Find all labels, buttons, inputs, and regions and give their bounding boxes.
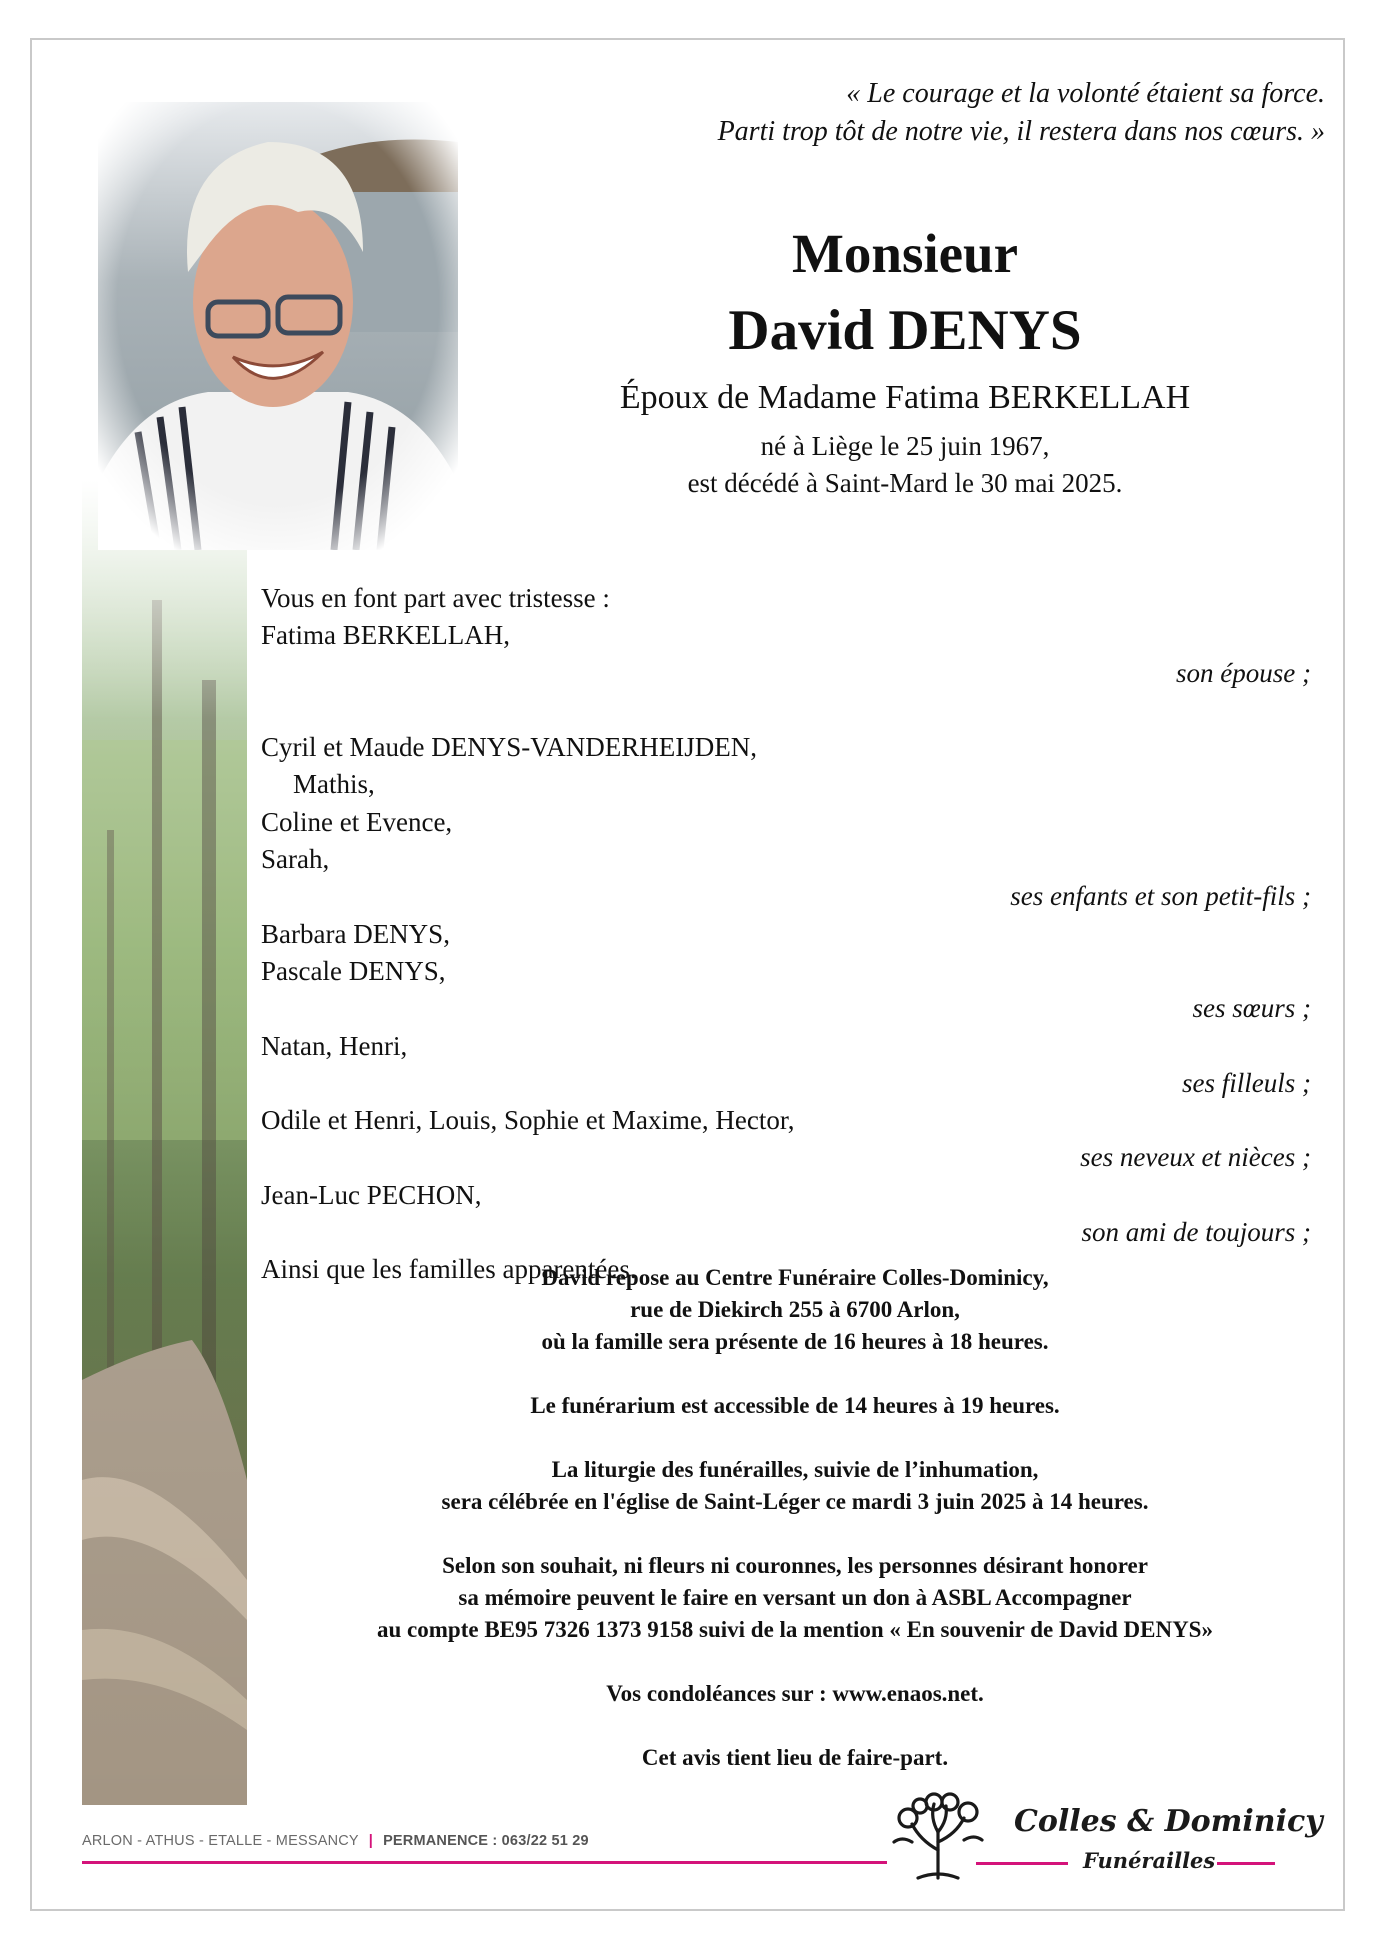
brand-subtitle: Funérailles: [1083, 1848, 1216, 1873]
tree-logo-icon: [890, 1790, 986, 1880]
rest-line-3: où la famille sera présente de 16 heures à 18 heures.: [541, 1329, 1049, 1354]
family-closing: Ainsi que les familles apparentées.: [261, 1254, 637, 1285]
family-nephews: Odile et Henri, Louis, Sophie et Maxime, Hector,: [261, 1105, 795, 1136]
deceased-name: David DENYS: [728, 299, 1082, 362]
family-friend: Jean-Luc PECHON,: [261, 1179, 482, 1210]
brand-divider-left: [976, 1862, 1068, 1865]
liturgy-block: [250, 1454, 1340, 1518]
footer-permanence: PERMANENCE : 063/22 51 29: [383, 1833, 589, 1849]
notice-line: Cet avis tient lieu de faire-part.: [641, 1745, 949, 1770]
family-grandchild: Mathis,: [293, 769, 375, 800]
spouse-line: Époux de Madame Fatima BERKELLAH: [619, 379, 1191, 416]
relation-sisters: ses sœurs ;: [1192, 993, 1311, 1024]
liturgy-line-2: sera célébrée en l'église de Saint-Léger ce mardi 3 juin 2025 à 14 heures.: [441, 1489, 1149, 1514]
family-child-3: Sarah,: [261, 844, 330, 875]
quote-line-2: Parti trop tôt de notre vie, il restera dans nos cœurs. »: [717, 116, 1325, 147]
relation-children: ses enfants et son petit-fils ;: [1010, 881, 1311, 912]
family-list: [261, 580, 1311, 1289]
wish-block: [250, 1550, 1340, 1646]
wish-line-1: Selon son souhait, ni fleurs ni couronnes, les personnes désirant honorer: [442, 1553, 1148, 1578]
wish-line-2: sa mémoire peuvent le faire en versant un don à ASBL Accompagner: [458, 1585, 1132, 1610]
relation-godchildren: ses filleuls ;: [1182, 1067, 1311, 1098]
family-godchildren: Natan, Henri,: [261, 1030, 408, 1061]
condolences-line: Vos condoléances sur : www.enaos.net.: [606, 1681, 984, 1706]
spacer: [261, 692, 1311, 729]
wish-line-3: au compte BE95 7326 1373 9158 suivi de la mention « En souvenir de David DENYS»: [377, 1617, 1213, 1642]
access-line: Le funérarium est accessible de 14 heures à 19 heures.: [530, 1393, 1060, 1418]
relation-friend: son ami de toujours ;: [1081, 1217, 1311, 1248]
family-child-2: Coline et Evence,: [261, 806, 453, 837]
brand-name: Colles & Dominicy: [1014, 1804, 1323, 1839]
liturgy-line-1: La liturgie des funérailles, suivie de l’inhumation,: [551, 1457, 1039, 1482]
footer-separator: |: [368, 1833, 374, 1849]
footer-divider: [82, 1861, 887, 1864]
relation-wife: son épouse ;: [1176, 657, 1311, 688]
epigraph-quote: [718, 75, 1325, 151]
forest-path-image: [82, 480, 247, 1805]
relation-nephews: ses neveux et nièces ;: [1080, 1142, 1311, 1173]
notice-block: [250, 1742, 1340, 1774]
rest-block: [250, 1262, 1340, 1358]
birth-line: né à Liège le 25 juin 1967,: [760, 431, 1050, 461]
footer-locations: ARLON - ATHUS - ETALLE - MESSANCY: [82, 1833, 359, 1849]
family-wife: Fatima BERKELLAH,: [261, 620, 510, 651]
family-child-1: Cyril et Maude DENYS-VANDERHEIJDEN,: [261, 732, 757, 763]
brand-logo: [890, 1790, 1323, 1890]
portrait-photo: [98, 102, 458, 550]
honorific: Monsieur: [791, 223, 1019, 284]
brand-divider-right: [1217, 1862, 1275, 1865]
quote-line-1: « Le courage et la volonté étaient sa force.: [846, 78, 1325, 109]
family-sister-2: Pascale DENYS,: [261, 955, 446, 986]
family-intro: Vous en font part avec tristesse :: [261, 583, 610, 613]
footer-contact: [82, 1833, 589, 1849]
life-dates: [520, 428, 1290, 502]
rest-line-2: rue de Diekirch 255 à 6700 Arlon,: [630, 1297, 960, 1322]
rest-line-1: David repose au Centre Funéraire Colles-Dominicy,: [541, 1265, 1049, 1290]
access-block: [250, 1390, 1340, 1422]
practical-info: [250, 1262, 1340, 1806]
condolences-block: [250, 1678, 1340, 1710]
family-sister-1: Barbara DENYS,: [261, 918, 450, 949]
death-line: est décédé à Saint-Mard le 30 mai 2025.: [687, 468, 1123, 498]
